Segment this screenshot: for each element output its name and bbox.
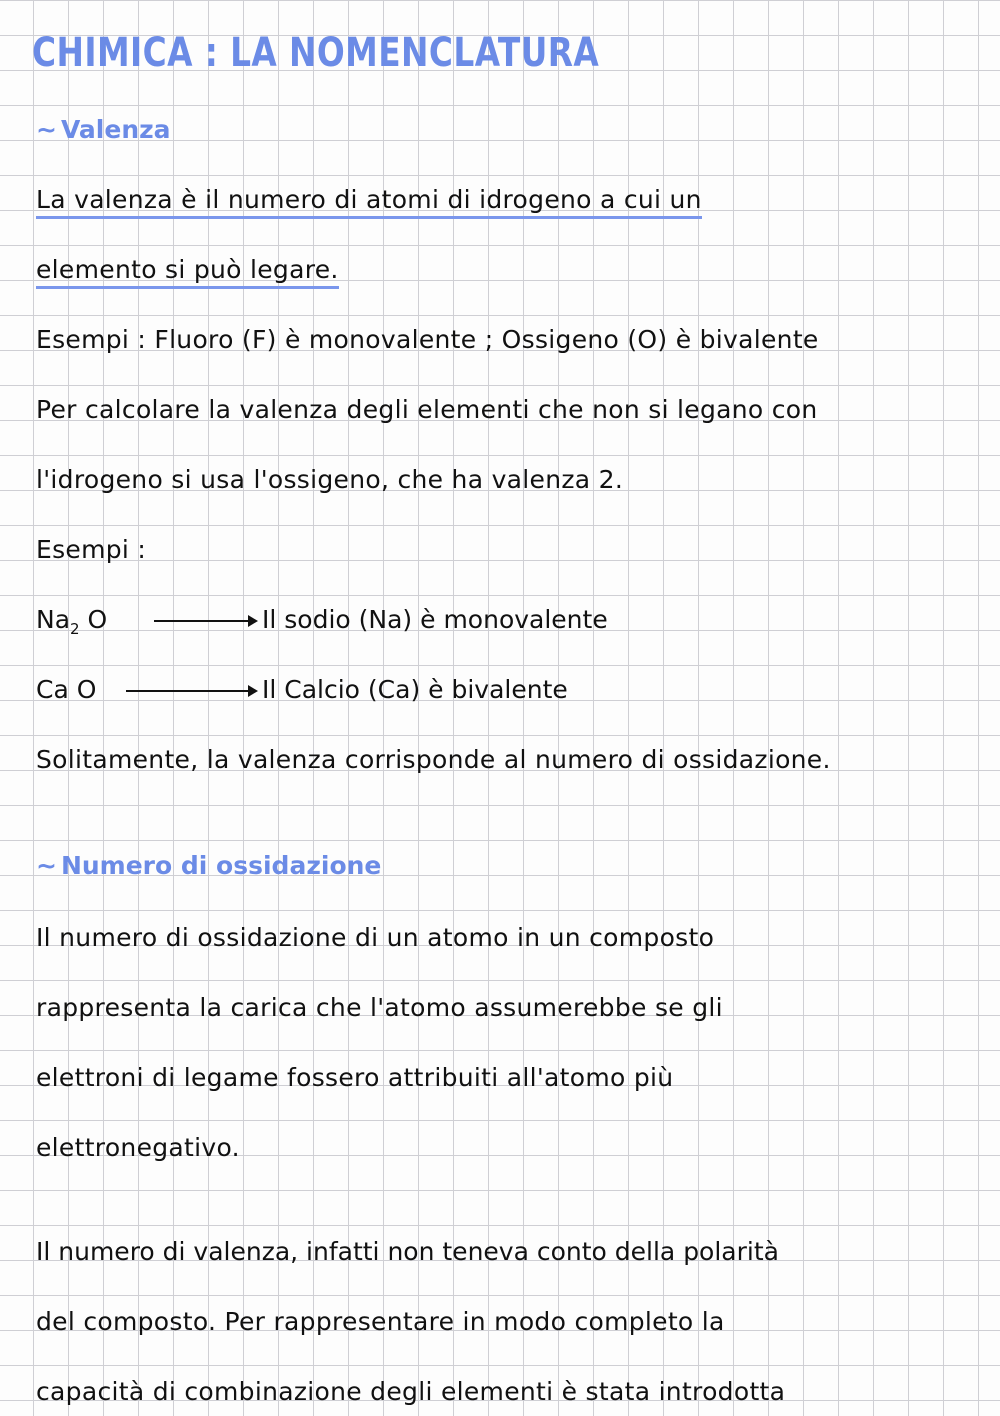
formula-cao: Ca O xyxy=(36,675,97,704)
ossidazione-line-6: del composto. Per rappresentare in modo completo la xyxy=(36,1307,725,1336)
page-title: CHIMICA : LA NOMENCLATURA xyxy=(32,30,600,76)
examples-label: Esempi : xyxy=(36,535,147,564)
definition-line-2 xyxy=(36,254,339,286)
formula-na2o: $Na_2$ O xyxy=(36,605,108,638)
tilde-mark: ~ xyxy=(36,115,57,144)
examples-line-1: Esempi : Fluoro (F) è monovalente ; Ossigeno (O) è bivalente xyxy=(36,325,819,354)
arrow-icon xyxy=(126,690,256,692)
ossidazione-line-2: rappresenta la carica che l'atomo assumerebbe se gli xyxy=(36,993,723,1022)
example-row-ca xyxy=(36,674,736,706)
underlined-text: La valenza è il numero di atomi di idrogeno a cui un xyxy=(36,185,702,219)
example-result: Il Calcio (Ca) è bivalente xyxy=(262,675,568,704)
ossidazione-line-4: elettronegativo. xyxy=(36,1133,240,1162)
section-heading-valenza xyxy=(36,114,171,146)
paragraph-line-1: Per calcolare la valenza degli elementi che non si legano con xyxy=(36,395,818,424)
ossidazione-line-1: Il numero di ossidazione di un atomo in un composto xyxy=(36,923,715,952)
section-heading-ossidazione xyxy=(36,850,381,882)
example-row-na xyxy=(36,604,736,636)
closing-line: Solitamente, la valenza corrisponde al numero di ossidazione. xyxy=(36,745,831,774)
ossidazione-line-3: elettroni di legame fossero attribuiti all'atomo più xyxy=(36,1063,674,1092)
ossidazione-line-5: Il numero di valenza, infatti non teneva conto della polarità xyxy=(36,1237,779,1266)
heading-text: Valenza xyxy=(60,115,171,144)
tilde-mark: ~ xyxy=(36,851,57,880)
underlined-text: elemento si può legare. xyxy=(36,255,339,289)
example-result: Il sodio (Na) è monovalente xyxy=(262,605,608,634)
paragraph-line-2: l'idrogeno si usa l'ossigeno, che ha valenza 2. xyxy=(36,465,624,494)
arrow-icon xyxy=(154,620,256,622)
definition-line-1 xyxy=(36,184,702,216)
heading-text: Numero di ossidazione xyxy=(60,851,382,880)
ossidazione-line-7: capacità di combinazione degli elementi è stata introdotta xyxy=(36,1377,786,1406)
